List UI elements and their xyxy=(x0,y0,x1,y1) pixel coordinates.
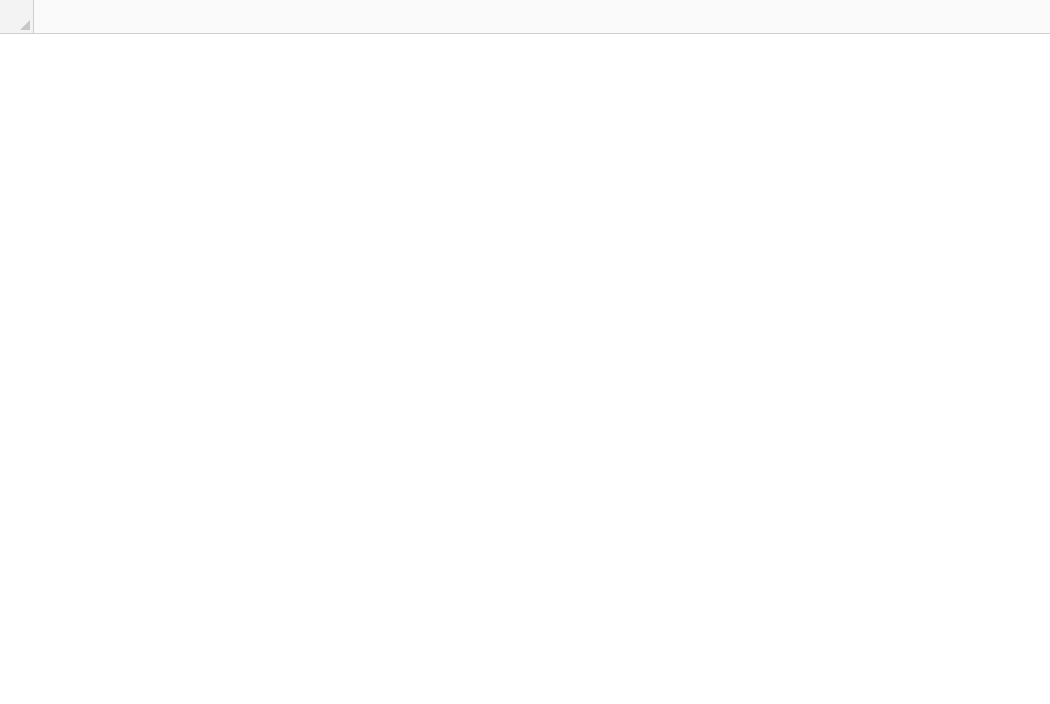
column-header-bar xyxy=(0,0,1050,34)
select-all-corner[interactable] xyxy=(0,0,34,33)
